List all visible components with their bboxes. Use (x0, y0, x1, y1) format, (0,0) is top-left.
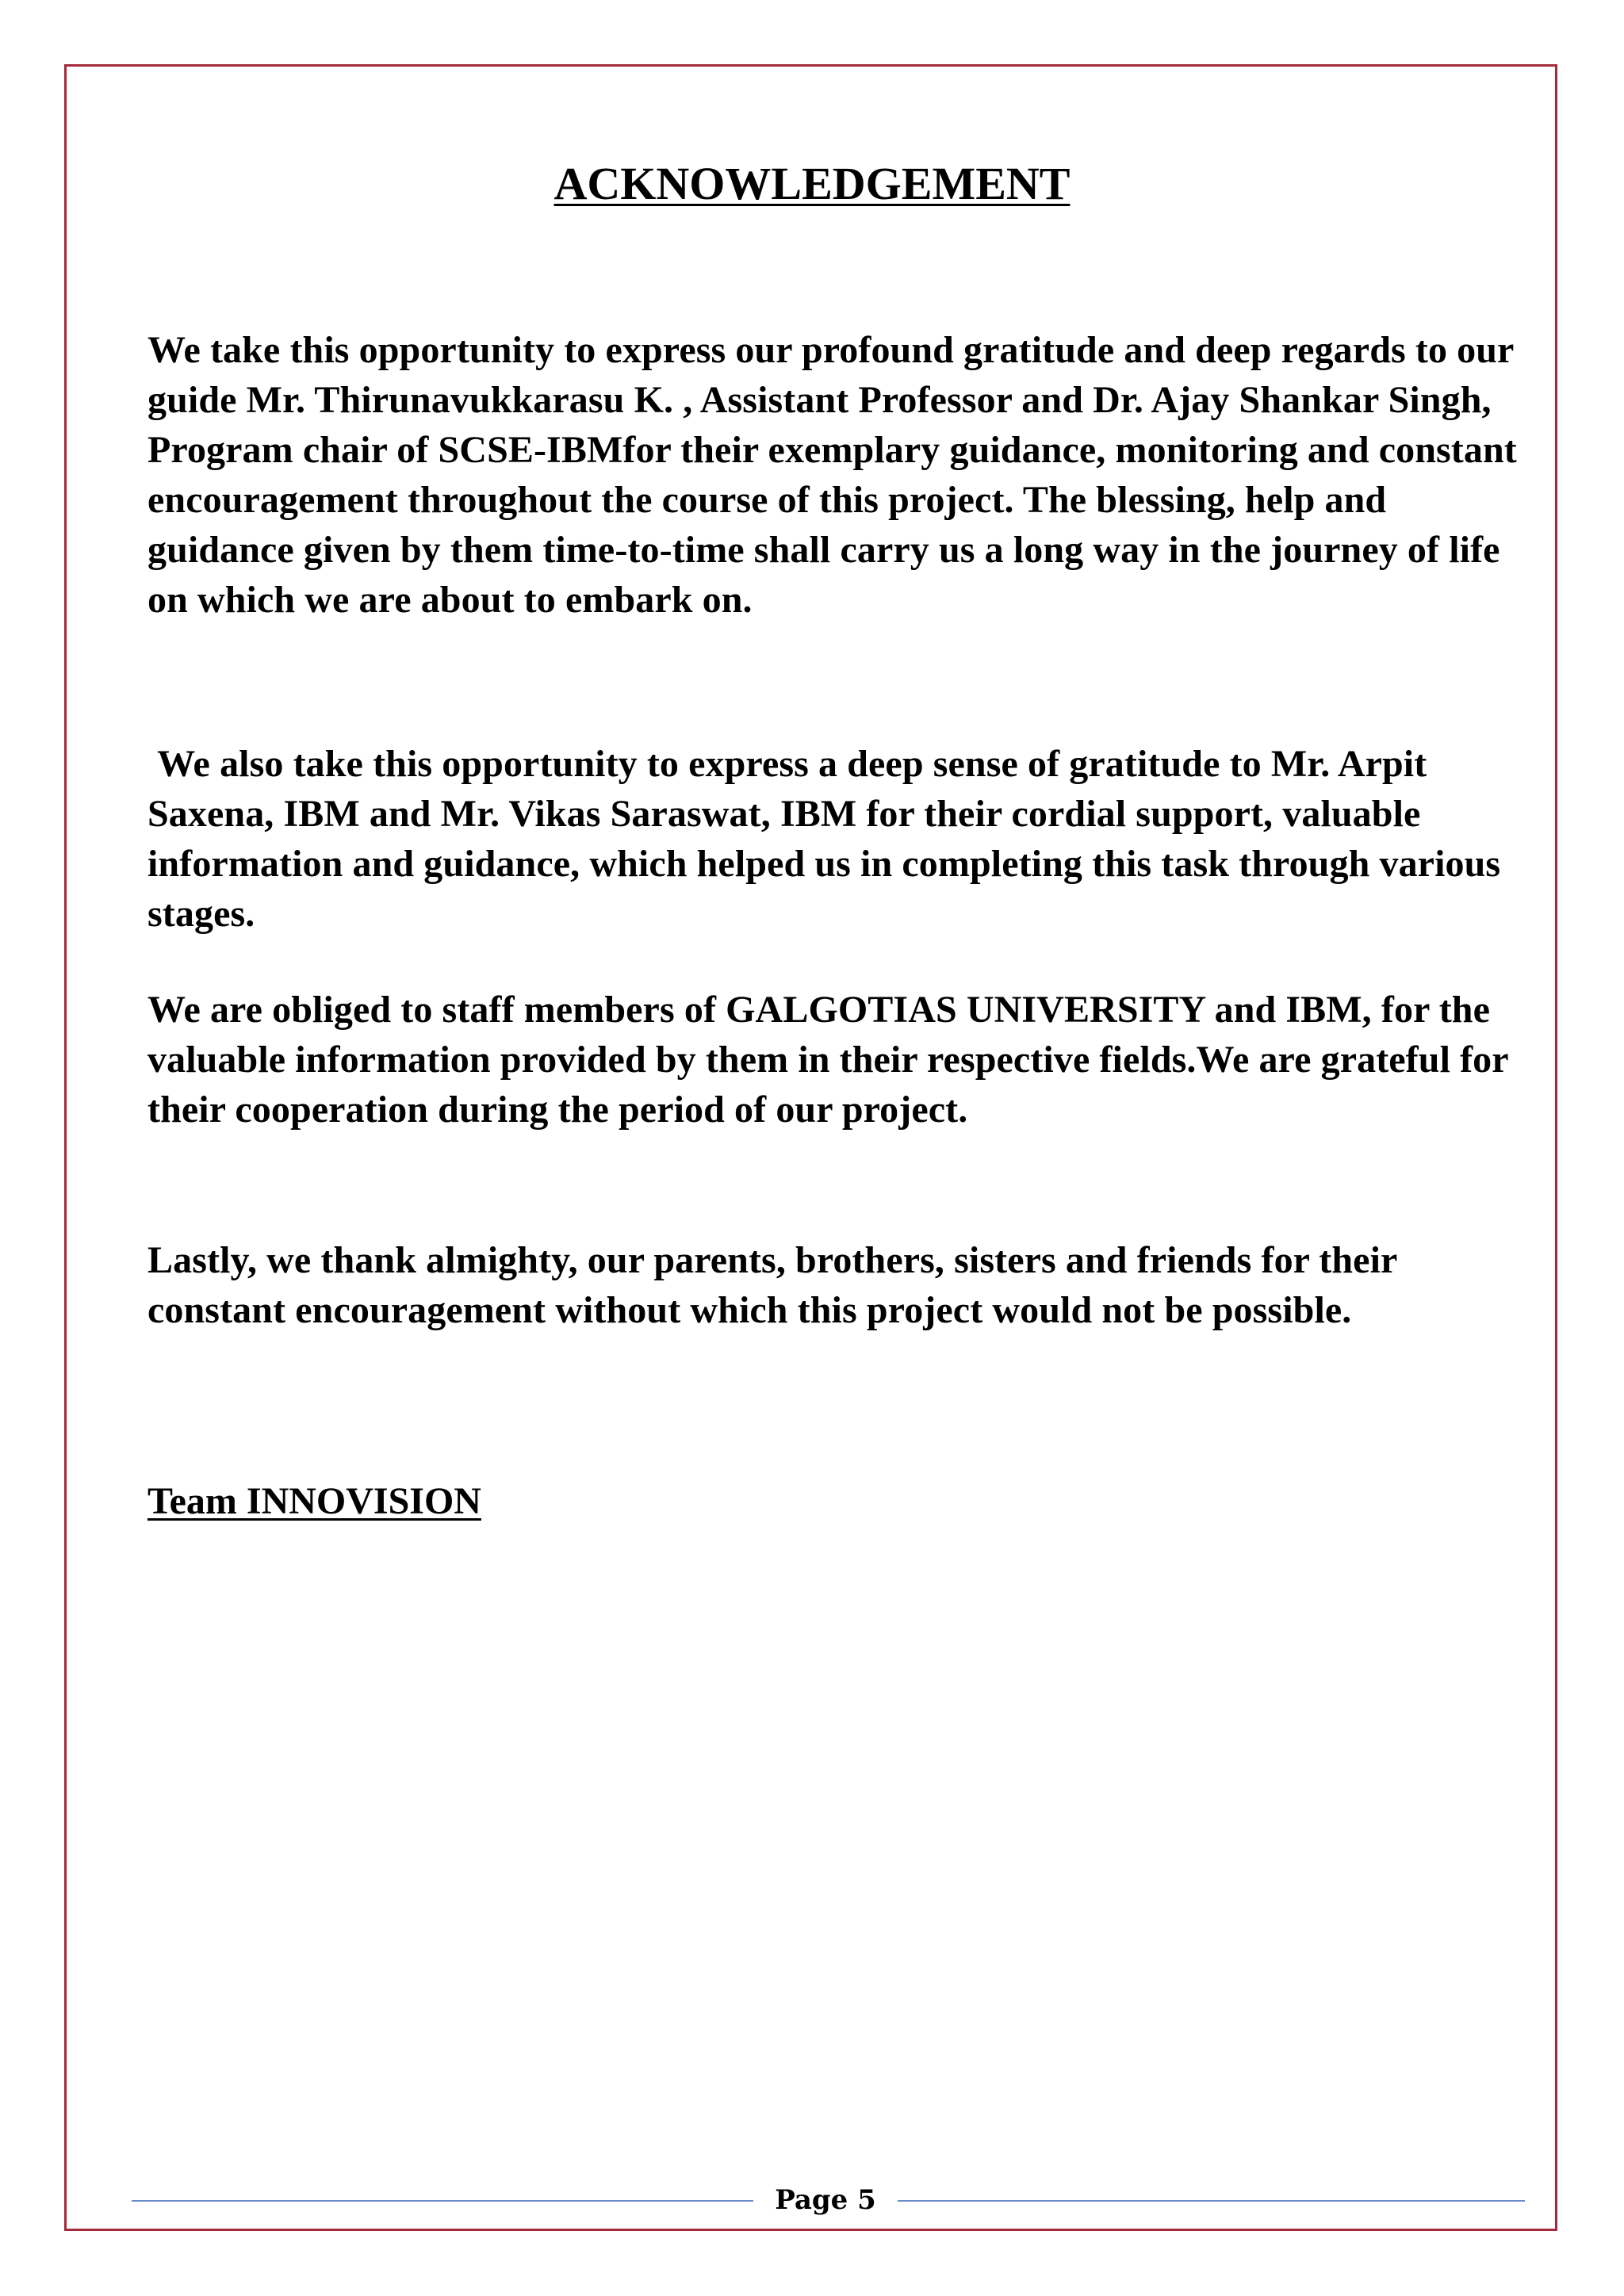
paragraph-ibm-thanks: We also take this opportunity to express a deep sense of gratitude to Mr. Arpit Saxena, IBM and Mr. Vikas Saraswat, IBM for their cordial support, valuable information and guidance, which helped us in completing this task through various stages. (147, 743, 1511, 935)
page-number: Page 5 (775, 2184, 876, 2216)
paragraph-family-thanks: Lastly, we thank almighty, our parents, brothers, sisters and friends for their constant encouragement without which this project would not be possible. (147, 1239, 1397, 1331)
page-title-text: ACKNOWLEDGEMENT (553, 158, 1071, 209)
team-signature: Team INNOVISION (147, 1480, 481, 1522)
footer-rule-left (132, 2200, 753, 2202)
footer-rule-right (898, 2200, 1525, 2202)
paragraph-guide-thanks: We take this opportunity to express our profound gratitude and deep regards to our guide Mr. Thirunavukkarasu K. , Assistant Professor and Dr. Ajay Shankar Singh, Program chair of SCSE-IBMfor their exemplary guidance, monitoring and constant encouragement throughout the course of this project. The blessing, help and guidance given by them time-to-time shall carry us a long way in the journey of life on which we are about to embark on. (147, 329, 1517, 621)
paragraph-staff-thanks: We are obliged to staff members of GALGOTIAS UNIVERSITY and IBM, for the valuable information provided by them in their respective fields.We are grateful for their cooperation during the period of our project. (147, 989, 1508, 1131)
page-title (0, 152, 1624, 216)
